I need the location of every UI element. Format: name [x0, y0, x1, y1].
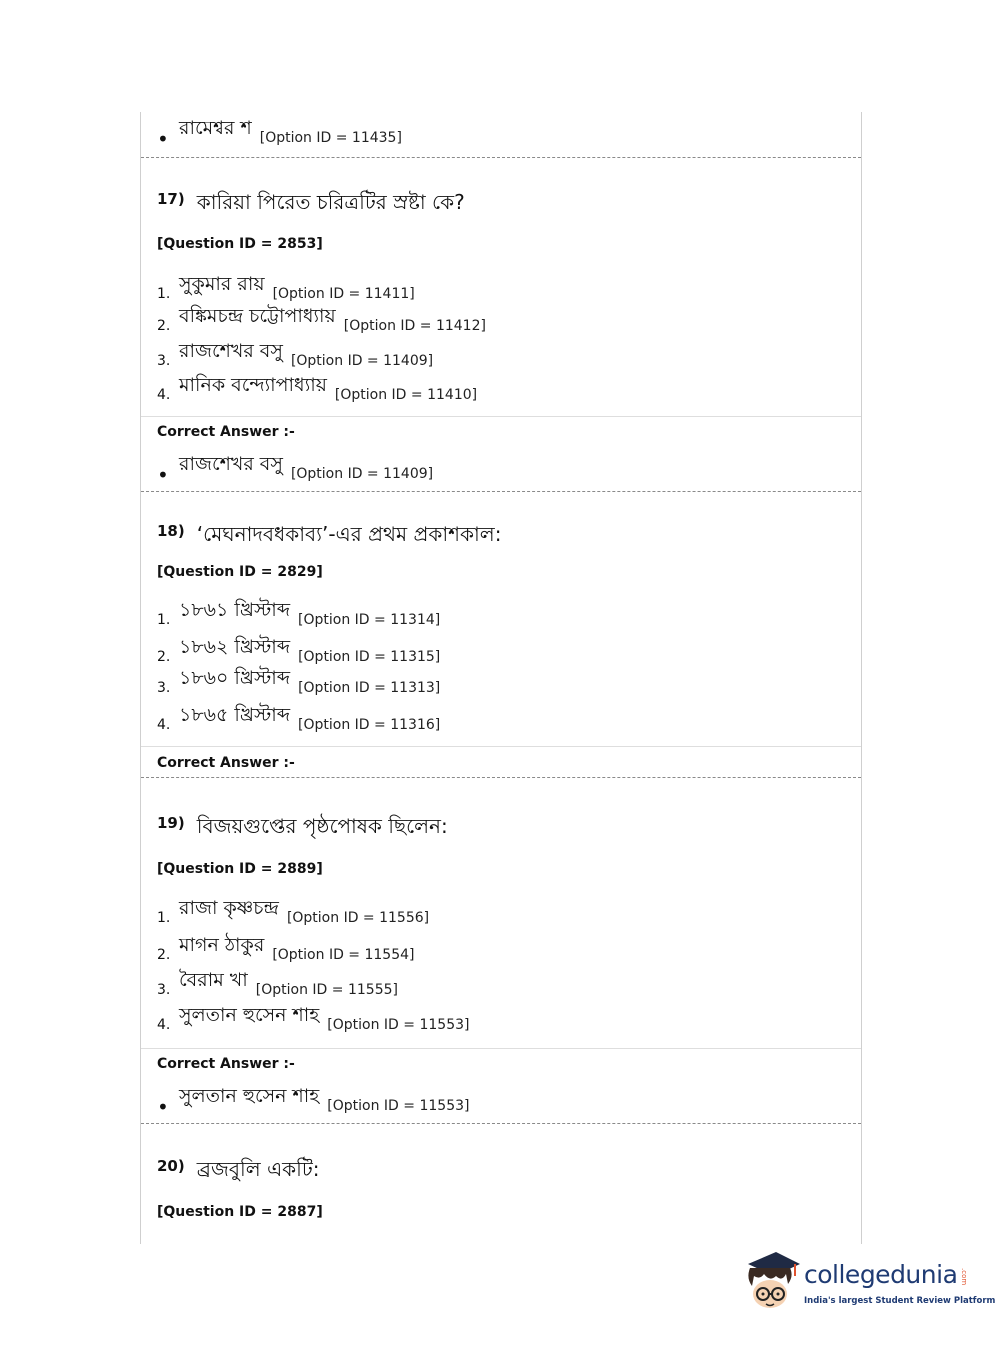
correct-answer-label: Correct Answer :-	[157, 424, 295, 440]
option-text: ১৮৬০ খ্রিস্টাব্দ	[179, 667, 291, 689]
correct-answer-label: Correct Answer :-	[157, 1056, 295, 1072]
option-id: [Option ID = 11412]	[343, 318, 486, 334]
section-divider	[141, 416, 861, 417]
option-number: 3.	[157, 353, 171, 369]
option-number: 1.	[157, 910, 171, 926]
option-item	[157, 894, 429, 926]
option-item	[157, 596, 440, 628]
option-text: বৈরাম খা	[179, 969, 248, 991]
question-id: [Question ID = 2889]	[157, 861, 323, 877]
option-text: রাজশেখর বসু	[179, 340, 283, 362]
option-text: বঙ্কিমচন্দ্র চট্টোপাধ্যায়	[179, 305, 336, 327]
question-id: [Question ID = 2887]	[157, 1204, 323, 1220]
option-id: [Option ID = 11410]	[334, 387, 478, 403]
question-paper-page	[140, 112, 862, 1244]
option-text: মানিক বন্দ্যোপাধ্যায়	[179, 374, 327, 396]
option-id: [Option ID = 11435]	[259, 130, 402, 146]
question-text: ব্রজবুলি একটি:	[196, 1157, 320, 1181]
option-id: [Option ID = 11314]	[298, 612, 441, 628]
option-text: সুকুমার রায়	[179, 273, 265, 295]
question-17	[157, 188, 465, 221]
question-number: 19)	[157, 814, 185, 832]
option-id: [Option ID = 11556]	[286, 910, 430, 926]
question-text: বিজয়গুপ্তের পৃষ্ঠপোষক ছিলেন:	[196, 814, 448, 838]
bullet: •	[157, 463, 169, 487]
mascot-icon	[742, 1250, 802, 1312]
question-text: ‘মেঘনাদবধকাব্য’-এর প্রথম প্রকাশকাল:	[196, 522, 502, 546]
option-text: রামেশ্বর শ	[179, 117, 252, 139]
question-divider	[141, 157, 861, 158]
option-item	[157, 337, 433, 369]
option-item	[157, 966, 398, 998]
option-item	[157, 633, 440, 665]
option-number: 3.	[157, 680, 171, 696]
collegedunia-logo	[742, 1250, 996, 1320]
option-text: রাজা কৃষ্ণচন্দ্র	[179, 897, 279, 919]
option-number: 2.	[157, 318, 171, 334]
option-number: 1.	[157, 612, 171, 628]
question-text: কারিয়া পিরেত চরিত্রটির স্রষ্টা কে?	[196, 190, 465, 214]
option-number: 2.	[157, 649, 171, 665]
question-19	[157, 812, 448, 845]
option-item	[157, 270, 415, 302]
option-id: [Option ID = 11409]	[290, 353, 434, 369]
question-number: 18)	[157, 522, 185, 540]
option-id: [Option ID = 11316]	[298, 717, 441, 733]
option-id: [Option ID = 11313]	[298, 680, 441, 696]
logo-tagline: India's largest Student Review Platform	[804, 1296, 996, 1306]
correct-answer	[157, 450, 434, 487]
option-item	[157, 1001, 469, 1033]
option-id: [Option ID = 11554]	[272, 947, 415, 963]
option-number: 4.	[157, 717, 171, 733]
option-number: 3.	[157, 982, 171, 998]
correct-answer-label: Correct Answer :-	[157, 755, 295, 771]
question-number: 20)	[157, 1157, 185, 1175]
option-number: 1.	[157, 286, 171, 302]
option-id: [Option ID = 11409]	[290, 466, 434, 482]
option-text: মাগন ঠাকুর	[179, 934, 265, 956]
question-divider	[141, 777, 861, 778]
option-id: [Option ID = 11411]	[272, 286, 415, 302]
option-id: [Option ID = 11315]	[298, 649, 441, 665]
option-text: ১৮৬১ খ্রিস্টাব্দ	[179, 599, 291, 621]
question-number: 17)	[157, 190, 185, 208]
option-text: সুলতান হুসেন শাহ	[179, 1004, 320, 1026]
section-divider	[141, 1048, 861, 1049]
question-id: [Question ID = 2829]	[157, 564, 323, 580]
option-item	[157, 302, 486, 334]
question-id: [Question ID = 2853]	[157, 236, 323, 252]
question-divider	[141, 1123, 861, 1124]
bullet: •	[157, 1095, 169, 1119]
option-id: [Option ID = 11553]	[327, 1017, 470, 1033]
option-item	[157, 371, 477, 403]
option-item	[157, 664, 440, 696]
top-answer	[157, 114, 402, 151]
correct-answer	[157, 1082, 470, 1119]
question-20	[157, 1155, 320, 1188]
option-id: [Option ID = 11553]	[327, 1098, 470, 1114]
question-18	[157, 520, 501, 553]
option-text: সুলতান হুসেন শাহ	[179, 1085, 320, 1107]
option-item	[157, 931, 415, 963]
bullet: •	[157, 127, 169, 151]
option-id: [Option ID = 11555]	[255, 982, 398, 998]
option-text: ১৮৬৫ খ্রিস্টাব্দ	[179, 704, 291, 726]
logo-wordmark: collegedunia	[804, 1260, 958, 1289]
option-text: ১৮৬২ খ্রিস্টাব্দ	[179, 636, 291, 658]
option-number: 4.	[157, 387, 171, 403]
logo-suffix: .com	[960, 1268, 968, 1286]
option-item	[157, 701, 440, 733]
section-divider	[141, 746, 861, 747]
option-text: রাজশেখর বসু	[179, 453, 283, 475]
option-number: 4.	[157, 1017, 171, 1033]
option-number: 2.	[157, 947, 171, 963]
question-divider	[141, 491, 861, 492]
